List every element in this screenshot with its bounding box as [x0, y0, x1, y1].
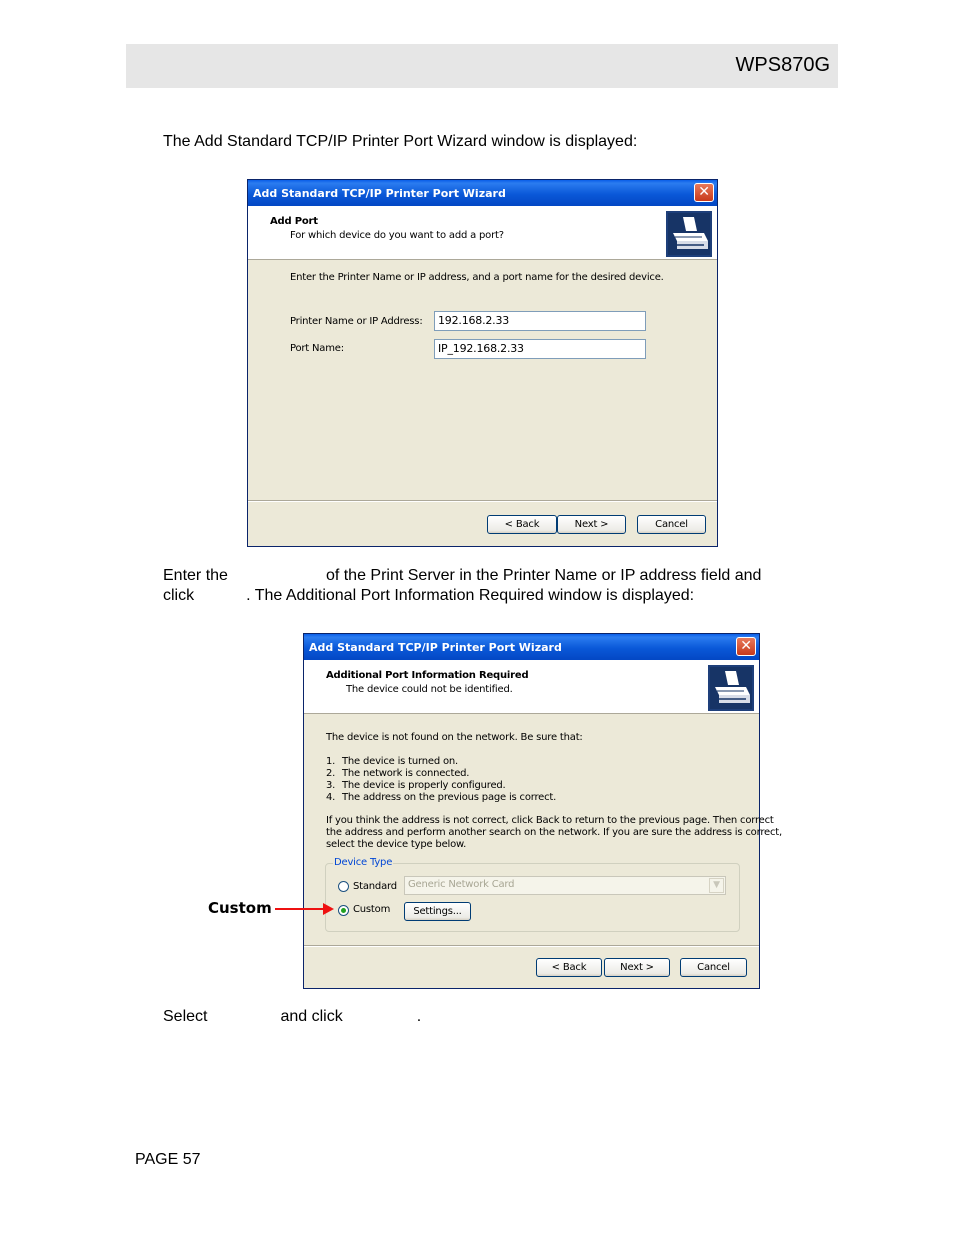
select-instruction [163, 1007, 421, 1027]
page-header-bar [126, 44, 838, 88]
arrow-right-icon [323, 903, 334, 915]
list-number: 3. [326, 780, 336, 791]
additional-port-info-dialog [303, 633, 782, 989]
instruction-text-c: click [163, 587, 195, 604]
standard-label[interactable]: Standard [353, 881, 397, 892]
wizard-subheading: The device could not be identified. [346, 684, 513, 695]
help-text-line: If you think the address is not correct, click Back to return to the previous page. Then correct [326, 815, 774, 826]
select-text-b: and click [280, 1008, 343, 1025]
port-name-label: Port Name: [290, 343, 344, 354]
list-item: The device is turned on. [342, 756, 459, 767]
instruction-text: Enter the Printer Name or IP address, and a port name for the desired device. [290, 272, 664, 283]
list-number: 2. [326, 768, 336, 779]
custom-callout-label: Custom [208, 899, 272, 917]
instruction-line-1 [163, 566, 761, 586]
next-button[interactable]: Next > [557, 515, 626, 534]
close-icon[interactable]: ✕ [736, 637, 756, 656]
back-button[interactable]: < Back [487, 515, 557, 534]
cancel-button[interactable]: Cancel [680, 958, 747, 977]
back-button[interactable]: < Back [536, 958, 602, 977]
custom-radio[interactable] [338, 905, 349, 916]
wizard-heading: Add Port [270, 216, 318, 227]
wizard-banner [248, 206, 717, 260]
settings-button[interactable]: Settings... [404, 902, 471, 921]
wizard-subheading: For which device do you want to add a port? [290, 230, 504, 241]
standard-radio[interactable] [338, 881, 349, 892]
instruction-text-b: of the Print Server in the Printer Name or IP address field and [325, 567, 762, 584]
footer-divider [304, 945, 759, 947]
instruction-line-2 [163, 586, 694, 606]
list-item: The device is properly configured. [342, 780, 506, 791]
cancel-button[interactable]: Cancel [637, 515, 706, 534]
page-number: PAGE 57 [135, 1151, 201, 1168]
custom-label[interactable]: Custom [353, 904, 391, 915]
printer-name-input[interactable]: 192.168.2.33 [434, 311, 646, 331]
device-type-group [325, 857, 740, 932]
instruction-text-a: Enter the [163, 567, 228, 584]
list-number: 1. [326, 756, 336, 767]
chevron-down-icon[interactable]: ▼ [709, 878, 724, 893]
printer-icon [666, 211, 712, 257]
add-port-dialog [247, 179, 718, 547]
intro-text: The Add Standard TCP/IP Printer Port Wizard window is displayed: [163, 133, 638, 150]
product-name: WPS870G [735, 54, 830, 76]
device-type-select[interactable] [404, 876, 726, 895]
wizard-heading: Additional Port Information Required [326, 670, 529, 681]
dialog-titlebar [304, 634, 759, 660]
dialog-titlebar [248, 180, 717, 206]
device-type-legend: Device Type [334, 857, 393, 868]
instruction-text-d: . The Additional Port Information Required window is displayed: [246, 587, 695, 604]
printer-icon [708, 665, 754, 711]
printer-name-label: Printer Name or IP Address: [290, 316, 423, 327]
list-item: The network is connected. [342, 768, 470, 779]
help-text-line: the address and perform another search on the network. If you are sure the address is correct, [326, 827, 782, 838]
not-found-text: The device is not found on the network. Be sure that: [326, 732, 583, 743]
dialog-title: Add Standard TCP/IP Printer Port Wizard [309, 641, 562, 654]
callout-arrow-line [275, 908, 325, 910]
list-number: 4. [326, 792, 336, 803]
device-type-value: Generic Network Card [408, 879, 515, 890]
dialog-title: Add Standard TCP/IP Printer Port Wizard [253, 187, 506, 200]
list-item: The address on the previous page is correct. [342, 792, 557, 803]
help-text-line: select the device type below. [326, 839, 467, 850]
footer-divider [248, 500, 717, 502]
select-text-a: Select [163, 1008, 208, 1025]
select-text-c: . [416, 1008, 422, 1025]
port-name-input[interactable]: IP_192.168.2.33 [434, 339, 646, 359]
close-icon[interactable]: ✕ [694, 183, 714, 202]
wizard-banner [304, 660, 759, 714]
next-button[interactable]: Next > [604, 958, 670, 977]
